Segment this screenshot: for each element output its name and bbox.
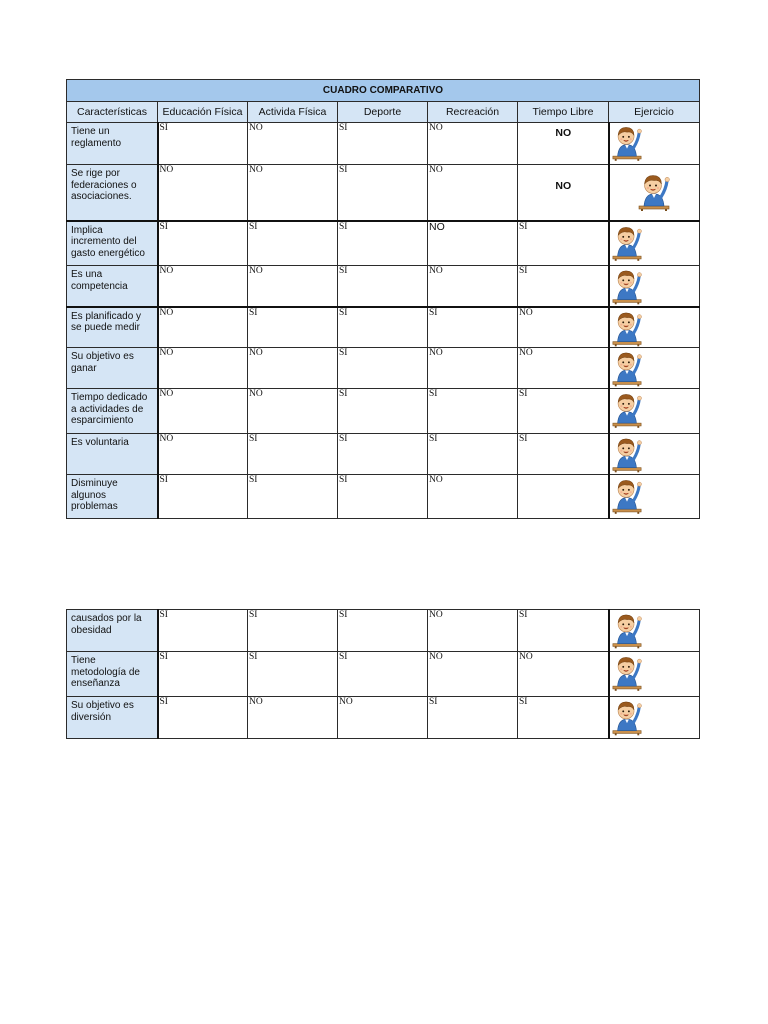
cell-value: NO (158, 389, 248, 434)
cell-value: NO (158, 307, 248, 348)
cell-value: SI (338, 348, 428, 389)
student-raising-hand-icon (611, 434, 643, 473)
comparison-table (66, 79, 700, 519)
header-tiempo-libre: Tiempo Libre (518, 102, 609, 123)
ejercicio-cell (609, 475, 700, 519)
row-label: causados por la obesidad (67, 610, 158, 652)
cell-value: NO (428, 652, 518, 697)
student-raising-hand-icon (611, 610, 643, 649)
cell-value: NO (248, 165, 338, 221)
header-deporte: Deporte (338, 102, 428, 123)
cell-value: NO (518, 165, 609, 221)
student-raising-hand-icon (637, 171, 671, 211)
cell-value: SI (338, 434, 428, 475)
table-title: CUADRO COMPARATIVO (67, 80, 700, 102)
cell-value: SI (248, 652, 338, 697)
cell-value: SI (158, 652, 248, 697)
student-raising-hand-icon (611, 389, 643, 429)
ejercicio-cell (609, 165, 700, 221)
table-row (67, 475, 700, 519)
cell-value: NO (428, 475, 518, 519)
table-row (67, 221, 700, 266)
cell-value: NO (338, 697, 428, 739)
row-label: Tiempo dedicado a actividades de esparcimiento (67, 389, 158, 434)
table-row (67, 697, 700, 739)
row-label: Su objetivo es ganar (67, 348, 158, 389)
student-raising-hand-icon (611, 348, 643, 387)
cell-value: SI (428, 389, 518, 434)
student-raising-hand-icon (611, 652, 643, 692)
ejercicio-cell (609, 697, 700, 739)
cell-value: SI (428, 697, 518, 739)
cell-value: NO (518, 123, 609, 165)
cell-value: SI (428, 434, 518, 475)
cell-value: NO (518, 348, 609, 389)
cell-value: SI (518, 434, 609, 475)
row-label: Disminuye algunos problemas (67, 475, 158, 519)
cell-value: NO (248, 697, 338, 739)
cell-value: SI (248, 610, 338, 652)
table-row (67, 165, 700, 221)
ejercicio-cell (609, 610, 700, 652)
cell-value: NO (158, 165, 248, 221)
header-actividad-fisica: Activida Física (248, 102, 338, 123)
cell-value: SI (158, 610, 248, 652)
cell-value: SI (338, 307, 428, 348)
student-raising-hand-icon (611, 475, 643, 515)
cell-value: SI (338, 221, 428, 266)
header-caracteristicas: Características (67, 102, 158, 123)
ejercicio-cell (609, 389, 700, 434)
cell-value: SI (158, 697, 248, 739)
table-row (67, 348, 700, 389)
ejercicio-cell (609, 307, 700, 348)
student-raising-hand-icon (611, 123, 643, 161)
cell-value: SI (518, 389, 609, 434)
header-recreacion: Recreación (428, 102, 518, 123)
student-raising-hand-icon (611, 266, 643, 305)
cell-value: NO (248, 389, 338, 434)
row-label: Tiene metodología de enseñanza (67, 652, 158, 697)
ejercicio-cell (609, 221, 700, 266)
cell-value: SI (158, 123, 248, 165)
cell-value: NO (248, 123, 338, 165)
student-raising-hand-icon (611, 222, 643, 262)
cell-value: NO (158, 348, 248, 389)
cell-value: SI (248, 221, 338, 266)
table-row (67, 266, 700, 307)
comparison-table-continued (66, 609, 700, 739)
ejercicio-cell (609, 348, 700, 389)
table-row (67, 652, 700, 697)
cell-value: NO (518, 652, 609, 697)
cell-value: NO (428, 348, 518, 389)
table-row (67, 307, 700, 348)
row-label: Se rige por federaciones o asociaciones. (67, 165, 158, 221)
cell-value: NO (428, 266, 518, 307)
cell-value: SI (248, 475, 338, 519)
cell-value: SI (158, 475, 248, 519)
cell-value: NO (248, 348, 338, 389)
ejercicio-cell (609, 266, 700, 307)
ejercicio-cell (609, 434, 700, 475)
header-ejercicio: Ejercicio (609, 102, 700, 123)
cell-value: SI (338, 266, 428, 307)
cell-value: SI (158, 221, 248, 266)
ejercicio-cell (609, 123, 700, 165)
row-label: Es voluntaria (67, 434, 158, 475)
cell-value: SI (338, 652, 428, 697)
cell-value: SI (338, 165, 428, 221)
table-row (67, 610, 700, 652)
cell-value (518, 475, 609, 519)
cell-value: SI (338, 475, 428, 519)
cell-value: NO (518, 307, 609, 348)
cell-value: NO (428, 221, 518, 266)
row-label: Tiene un reglamento (67, 123, 158, 165)
cell-value: NO (428, 165, 518, 221)
student-raising-hand-icon (611, 697, 643, 736)
cell-value: SI (338, 610, 428, 652)
cell-value: SI (518, 697, 609, 739)
cell-value: SI (338, 389, 428, 434)
cell-value: NO (158, 434, 248, 475)
table-row (67, 123, 700, 165)
cell-value: SI (518, 610, 609, 652)
cell-value: NO (428, 610, 518, 652)
row-label: Es una competencia (67, 266, 158, 307)
cell-value: NO (428, 123, 518, 165)
row-label: Es planificado y se puede medir (67, 307, 158, 348)
cell-value: SI (248, 307, 338, 348)
cell-value: NO (248, 266, 338, 307)
cell-value: SI (518, 221, 609, 266)
row-label: Su objetivo es diversión (67, 697, 158, 739)
cell-value: SI (428, 307, 518, 348)
cell-value: NO (158, 266, 248, 307)
cell-value: SI (338, 123, 428, 165)
table-row (67, 434, 700, 475)
table-row (67, 389, 700, 434)
row-label: Implica incremento del gasto energético (67, 221, 158, 266)
cell-value: SI (518, 266, 609, 307)
ejercicio-cell (609, 652, 700, 697)
student-raising-hand-icon (611, 308, 643, 347)
header-educacion-fisica: Educación Física (158, 102, 248, 123)
cell-value: SI (248, 434, 338, 475)
